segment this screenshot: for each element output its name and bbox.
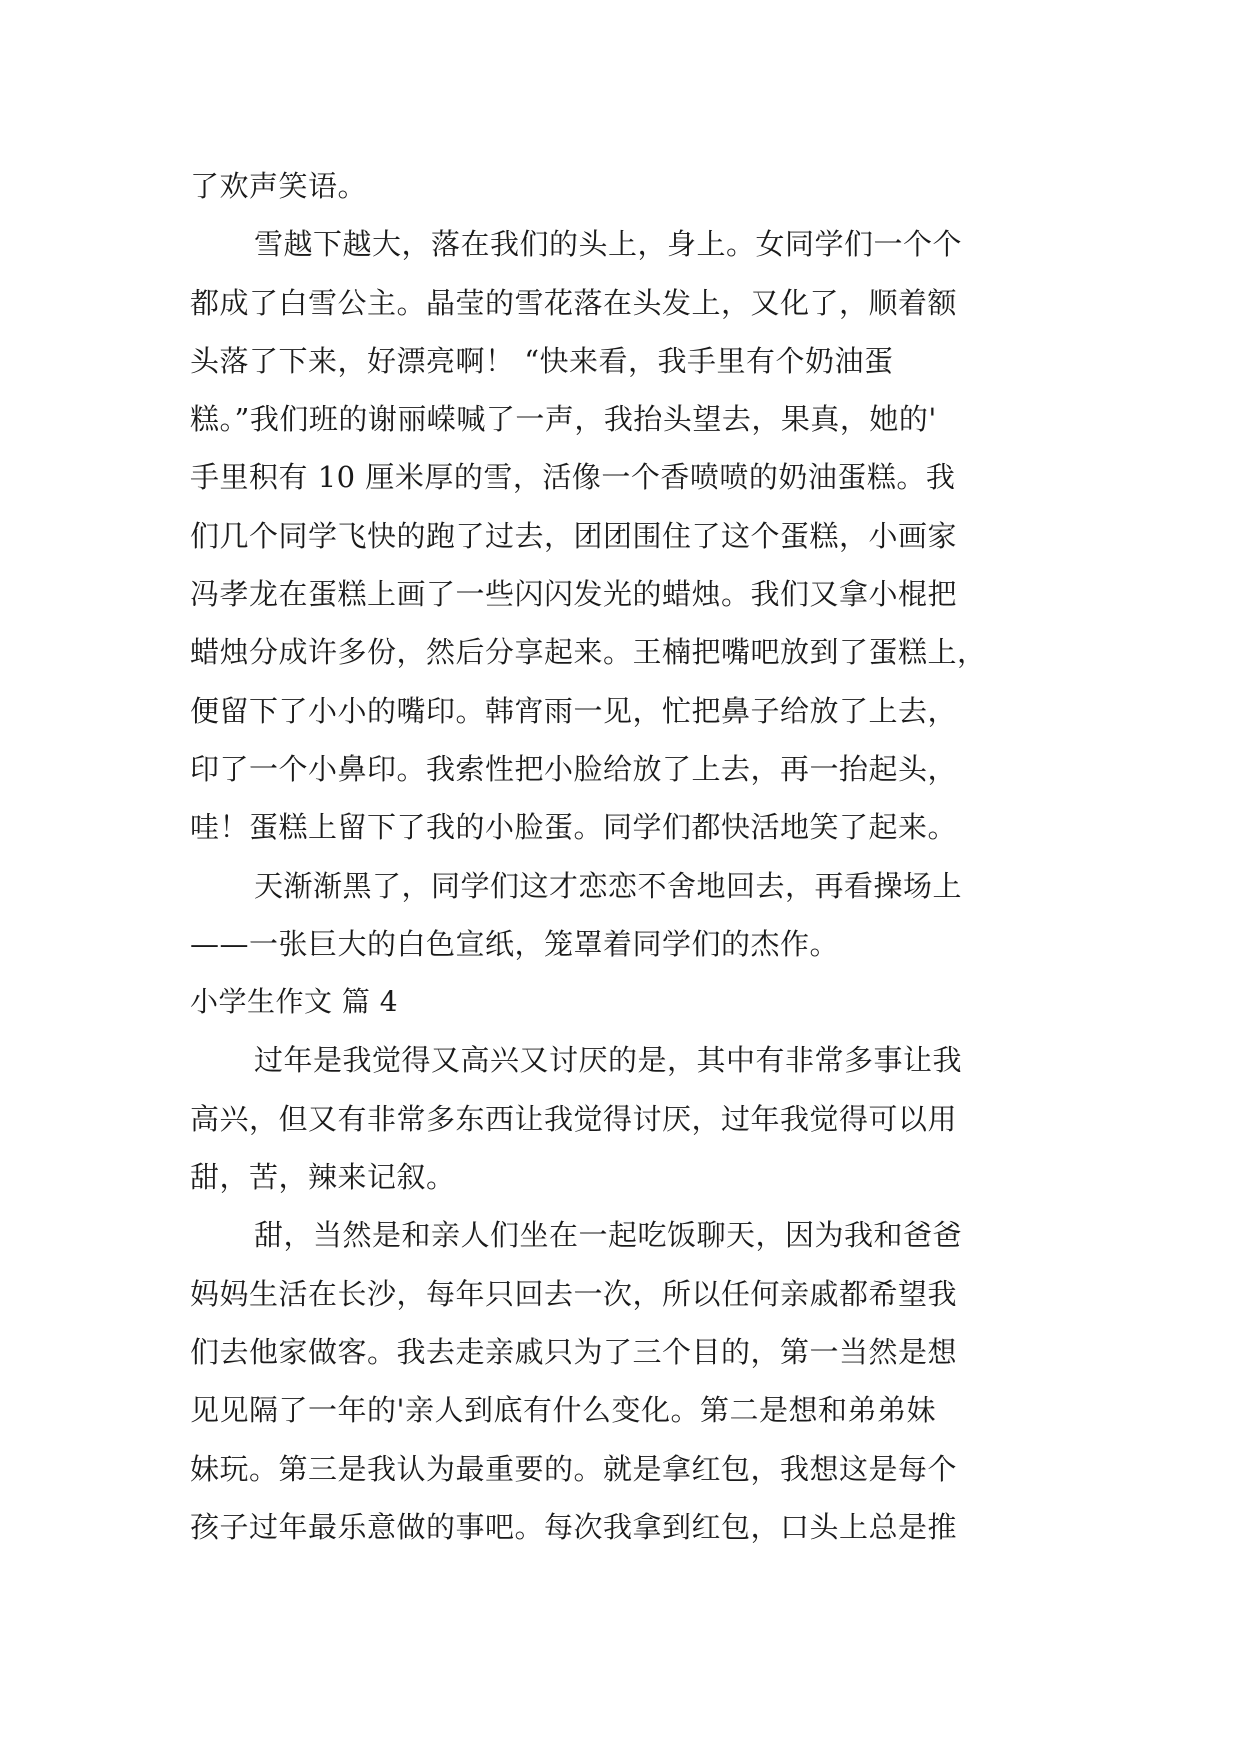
- text-line: 都成了白雪公主。晶莹的雪花落在头发上，又化了，顺着额: [190, 285, 958, 320]
- text-line: 过年是我觉得又高兴又讨厌的是，其中有非常多事让我: [254, 1043, 963, 1078]
- text-line: 甜，当然是和亲人们坐在一起吃饭聊天，因为我和爸爸: [254, 1218, 963, 1253]
- text-line: 蜡烛分成许多份，然后分享起来。王楠把嘴吧放到了蛋糕上，: [190, 635, 987, 670]
- text-line: 印了一个小鼻印。我索性把小脸给放了上去，再一抬起头，: [190, 751, 958, 786]
- text-line: 们去他家做客。我去走亲戚只为了三个目的，第一当然是想: [190, 1334, 958, 1369]
- text-line: 手里积有 10 厘米厚的雪，活像一个香喷喷的奶油蛋糕。我: [190, 460, 956, 495]
- essay-body: [190, 157, 1070, 1556]
- text-line: 妹玩。第三是我认为最重要的。就是拿红包，我想这是每个: [190, 1451, 958, 1486]
- text-line: 甜，苦，辣来记叙。: [190, 1160, 456, 1195]
- text-line: 高兴，但又有非常多东西让我觉得讨厌，过年我觉得可以用: [190, 1101, 958, 1136]
- text-line: 冯孝龙在蛋糕上画了一些闪闪发光的蜡烛。我们又拿小棍把: [190, 577, 958, 612]
- text-line: 雪越下越大，落在我们的头上，身上。女同学们一个个: [254, 227, 963, 262]
- text-line: 见见隔了一年的'亲人到底有什么变化。第二是想和弟弟妹: [190, 1393, 936, 1428]
- section-heading: 小学生作文 篇 4: [190, 985, 399, 1019]
- text-line: 了欢声笑语。: [190, 169, 368, 203]
- text-line: 妈妈生活在长沙，每年只回去一次，所以任何亲戚都希望我: [190, 1276, 958, 1311]
- text-line: 天渐渐黑了，同学们这才恋恋不舍地回去，再看操场上: [254, 868, 963, 903]
- text-line: 头落了下来，好漂亮啊！ “快来看，我手里有个奶油蛋: [190, 343, 894, 378]
- text-line: 糕。”我们班的谢丽嵘喊了一声，我抬头望去，果真，她的': [190, 402, 937, 437]
- text-line: 便留下了小小的嘴印。韩宵雨一见，忙把鼻子给放了上去，: [190, 693, 958, 728]
- text-line: 孩子过年最乐意做的事吧。每次我拿到红包，口头上总是推: [190, 1509, 958, 1544]
- text-line: 哇！蛋糕上留下了我的小脸蛋。同学们都快活地笑了起来。: [190, 810, 958, 845]
- text-line: ——一张巨大的白色宣纸，笼罩着同学们的杰作。: [190, 926, 840, 961]
- text-line: 们几个同学飞快的跑了过去，团团围住了这个蛋糕，小画家: [190, 518, 958, 553]
